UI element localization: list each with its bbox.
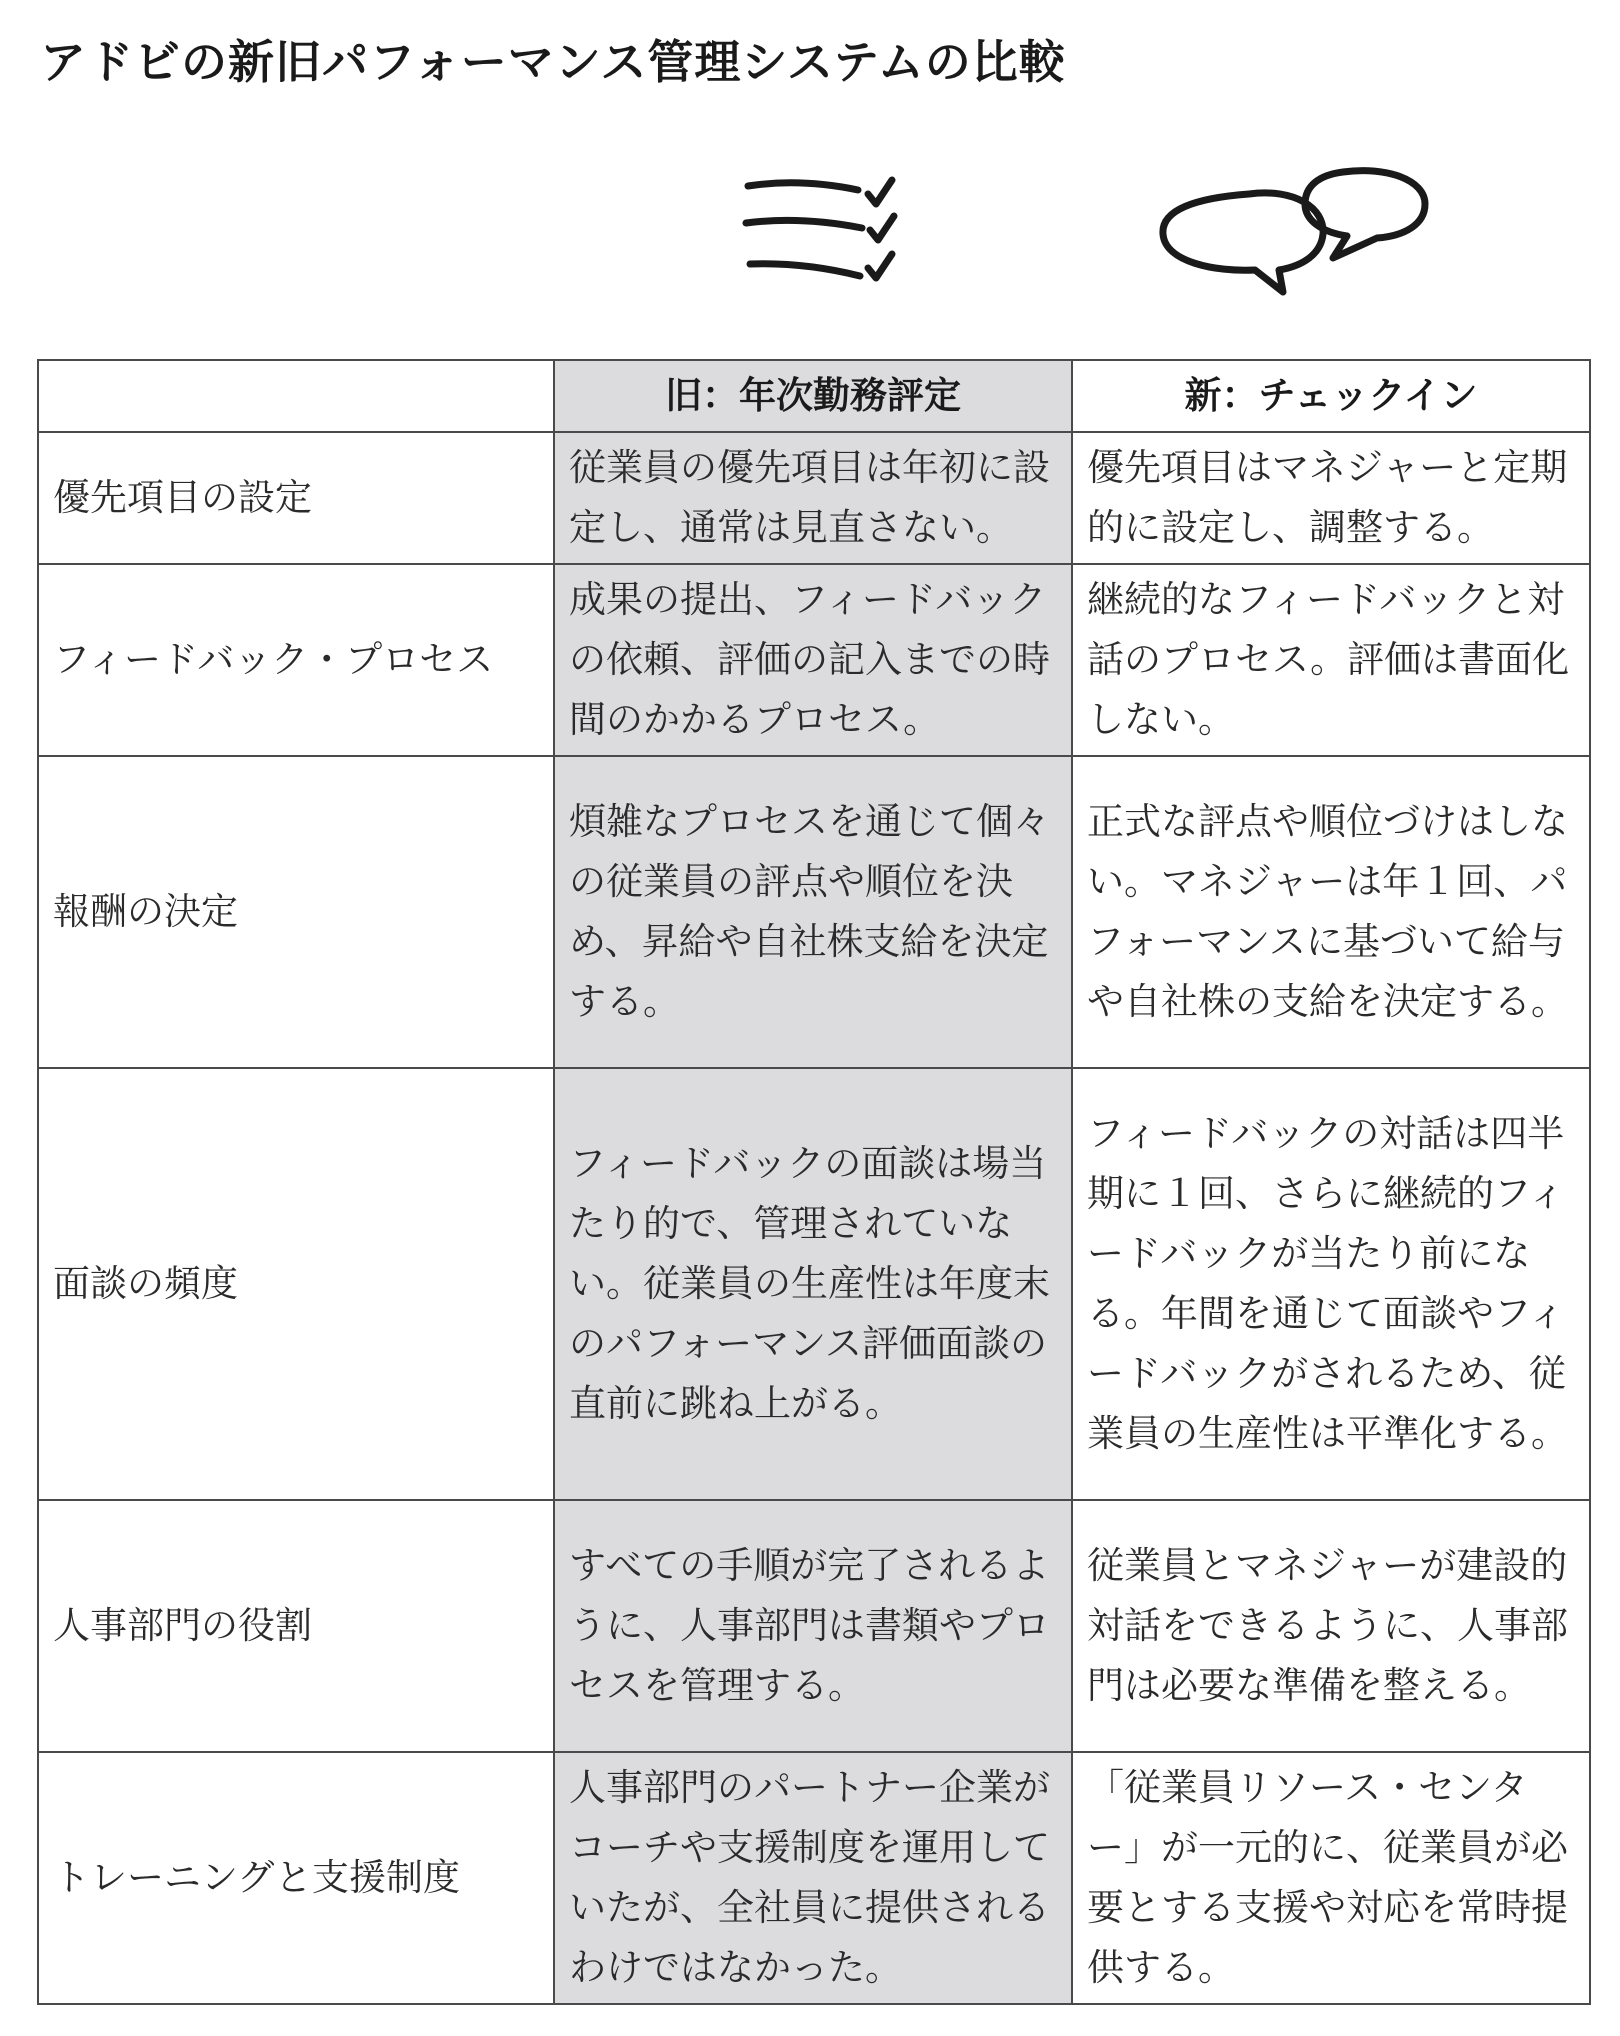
header-new-system: 新：チェックイン	[1072, 360, 1590, 432]
header-blank-cell	[38, 360, 554, 432]
old-system-cell	[554, 564, 1072, 756]
cell-text: 人事部門のパートナー企業がコーチや支援制度を運用していたが、全社員に提供されるわけではなかった。	[569, 1766, 1050, 1989]
cell-text: 正式な評点や順位づけはしない。マネジャーは年１回、パフォーマンスに基づいて給与や自社株の支給を決定する。	[1087, 800, 1568, 1023]
row-label: 人事部門の役割	[38, 1500, 554, 1752]
row-label: 面談の頻度	[38, 1068, 554, 1500]
cell-text: 煩雑なプロセスを通じて個々の従業員の評点や順位を決め、昇給や自社株支給を決定する。	[569, 800, 1050, 1023]
cell-text: フィードバックの対話は四半期に１回、さらに継続的フィードバックが当たり前になる。年間を通じて面談やフィードバックがされるため、従業員の生産性は平準化する。	[1087, 1112, 1568, 1455]
cell-text: 「従業員リソース・センター」が一元的に、従業員が必要とする支援や対応を常時提供する。	[1087, 1766, 1568, 1989]
comparison-table	[37, 359, 1591, 2005]
table-row	[38, 432, 1590, 564]
row-label: 優先項目の設定	[38, 432, 554, 564]
checklist-icon	[740, 168, 920, 298]
table-row	[38, 1752, 1590, 2004]
cell-text: すべての手順が完了されるように、人事部門は書類やプロセスを管理する。	[569, 1544, 1050, 1707]
old-system-cell	[554, 432, 1072, 564]
new-system-cell	[1072, 564, 1590, 756]
table-row	[38, 1500, 1590, 1752]
row-label: 報酬の決定	[38, 756, 554, 1068]
new-system-cell	[1072, 756, 1590, 1068]
header-old-system: 旧：年次勤務評定	[554, 360, 1072, 432]
new-system-cell	[1072, 1752, 1590, 2004]
old-system-cell	[554, 1752, 1072, 2004]
table-row	[38, 564, 1590, 756]
cell-text: フィードバックの面談は場当たり的で、管理されていない。従業員の生産性は年度末のパフォーマンス評価面談の直前に跳ね上がる。	[569, 1142, 1050, 1425]
old-system-cell	[554, 1068, 1072, 1500]
cell-text: 従業員とマネジャーが建設的対話をできるように、人事部門は必要な準備を整える。	[1087, 1544, 1568, 1707]
row-label: フィードバック・プロセス	[38, 564, 554, 756]
new-system-cell	[1072, 1068, 1590, 1500]
table-header-row	[38, 360, 1590, 432]
old-system-cell	[554, 1500, 1072, 1752]
table-row	[38, 756, 1590, 1068]
new-system-cell	[1072, 1500, 1590, 1752]
table-row	[38, 1068, 1590, 1500]
cell-text: 優先項目はマネジャーと定期的に設定し、調整する。	[1087, 446, 1568, 549]
cell-text: 従業員の優先項目は年初に設定し、通常は見直さない。	[569, 446, 1050, 549]
cell-text: 継続的なフィードバックと対話のプロセス。評価は書面化しない。	[1087, 578, 1570, 741]
row-label: トレーニングと支援制度	[38, 1752, 554, 2004]
cell-text: 成果の提出、フィードバックの依頼、評価の記入までの時間のかかるプロセス。	[569, 578, 1050, 741]
old-system-cell	[554, 756, 1072, 1068]
speech-bubbles-icon	[1155, 158, 1435, 298]
new-system-cell	[1072, 432, 1590, 564]
page-title: アドビの新旧パフォーマンス管理システムの比較	[40, 35, 1066, 89]
